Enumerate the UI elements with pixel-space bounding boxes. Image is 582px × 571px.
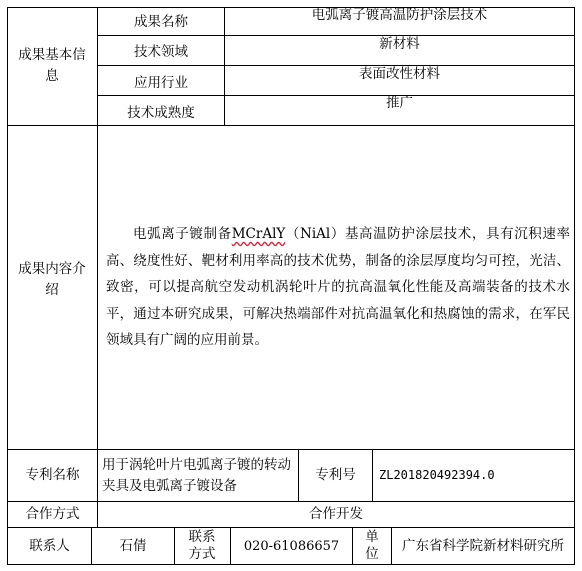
patent-number-label: 专利号 [315, 467, 356, 483]
col-divider [372, 449, 373, 502]
description-lead: 电弧离子镀制备 [133, 226, 232, 242]
description-term: MCrAlY [231, 226, 286, 242]
col-divider [352, 527, 353, 565]
contact-person-label: 联系人 [29, 537, 70, 554]
patent-name-value: 用于涡轮叶片电弧离子镀的转动夹具及电弧离子镀设备 [102, 457, 291, 494]
contact-method-value: 020-61086657 [243, 538, 340, 554]
contact-method-label: 联系方式 [188, 529, 216, 562]
patent-name-label: 专利名称 [25, 467, 80, 483]
table-border-right [574, 7, 575, 565]
cooperation-label: 合作方式 [25, 506, 80, 522]
basic-info-section-label: 成果基本信息 [18, 47, 86, 84]
contact-person-value: 石倩 [119, 537, 147, 554]
unit-value: 广东省科学院新材料研究所 [402, 537, 564, 554]
maturity-value: 推广 [386, 94, 413, 111]
col-divider [391, 527, 392, 565]
description-rest: （NiAl）基高温防护涂层技术，具有沉积速率高、绕度性好、靶材利用率高的技术优势，制备的涂层厚度均匀可控，光洁、致密，可以提高航空发动机涡轮叶片的抗高温氧化性能及高端装备的技术水平，通过本研究成果，可解决热端部件对抗高温氧化和热腐蚀的需求，在军民领域具有广阔的应用前景。 [106, 226, 570, 348]
table-border-bottom [7, 564, 575, 565]
col-divider [174, 527, 175, 565]
tech-field-label: 技术领域 [134, 44, 188, 60]
patent-number-value: ZL201820492394.0 [379, 468, 495, 482]
unit-label: 单位 [365, 529, 379, 562]
cooperation-value: 合作开发 [309, 506, 363, 522]
row-divider [7, 125, 575, 126]
achievement-name-value: 电弧离子镀高温防护涂层技术 [311, 6, 488, 23]
industry-value: 表面改性材料 [359, 65, 440, 82]
tech-field-value: 新材料 [379, 35, 420, 52]
industry-label: 应用行业 [134, 75, 188, 91]
content-section-label: 成果内容介绍 [18, 261, 86, 298]
achievement-name-label: 成果名称 [134, 14, 188, 30]
maturity-label: 技术成熟度 [127, 105, 195, 121]
content-description [106, 221, 570, 354]
